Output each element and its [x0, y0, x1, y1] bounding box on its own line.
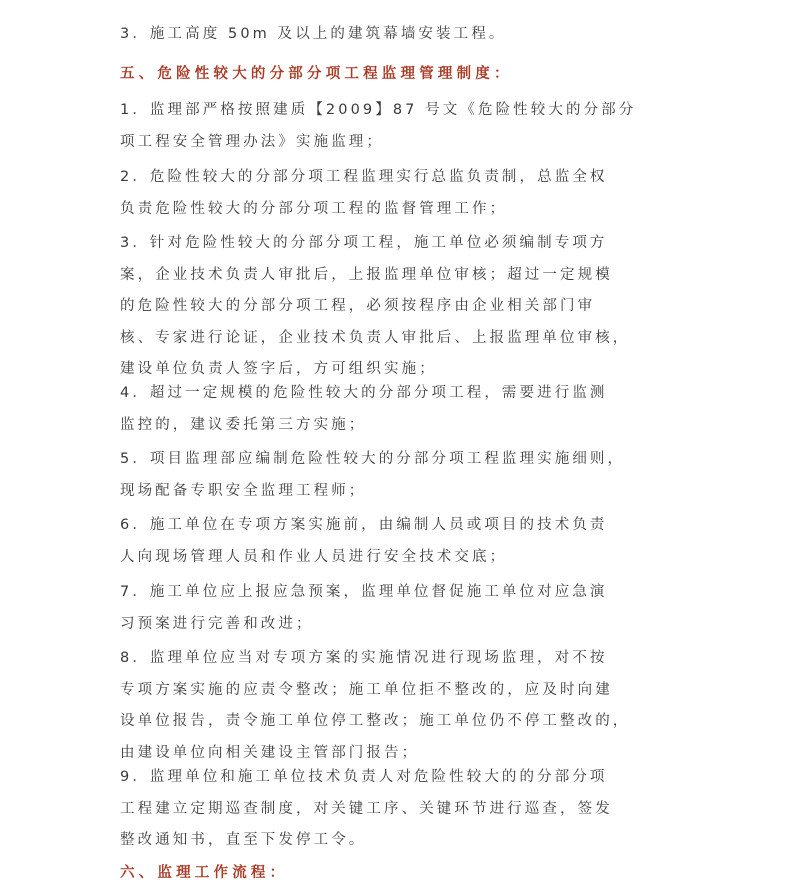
section-5-item-8	[120, 643, 680, 769]
section-5-heading: 五、危险性较大的分部分项工程监理管理制度：	[120, 66, 513, 82]
paragraph-line: 4．超过一定规模的危险性较大的分部分项工程，需要进行监测	[120, 385, 608, 401]
paragraph-line: 整改通知书，直至下发停工令。	[120, 832, 367, 848]
paragraph-line: 负责危险性较大的分部分项工程的监督管理工作；	[120, 200, 508, 217]
section-5-item-7	[120, 577, 680, 640]
paragraph-line: 习预案进行完善和改进；	[120, 615, 314, 632]
section-6-heading: 六、监理工作流程：	[120, 865, 289, 881]
paragraph-line: 监控的，建议委托第三方实施；	[120, 416, 367, 433]
paragraph-line: 1．监理部严格按照建质【2009】87 号文《危险性较大的分部分	[120, 102, 637, 118]
paragraph-line: 核、专家进行论证，企业技术负责人审批后、上报监理单位审核，	[120, 329, 631, 346]
paragraph-line: 设单位报告，责令施工单位停工整改；施工单位仍不停工整改的，	[120, 713, 631, 729]
paragraph-line: 人向现场管理人员和作业人员进行安全技术交底；	[120, 548, 508, 565]
paragraph-line: 由建设单位向相关建设主管部门报告；	[120, 744, 420, 761]
paragraph-line: 项工程安全管理办法》实施监理；	[120, 133, 384, 150]
section-5-item-9	[120, 762, 680, 857]
paragraph-line: 8．监理单位应当对专项方案的实施情况进行现场监理，对不按	[120, 650, 608, 666]
paragraph-line: 案，企业技术负责人审批后，上报监理单位审核；超过一定规模	[120, 266, 613, 283]
paragraph-line: 的危险性较大的分部分项工程，必须按程序由企业相关部门审	[120, 298, 596, 314]
section-5-item-6	[120, 510, 680, 573]
paragraph-line: 2．危险性较大的分部分项工程监理实行总监负责制，总监全权	[120, 169, 608, 185]
paragraph-line: 3．针对危险性较大的分部分项工程，施工单位必须编制专项方	[120, 235, 608, 251]
paragraph-line: 6．施工单位在专项方案实施前，由编制人员或项目的技术负责	[120, 517, 608, 533]
paragraph-line: 7．施工单位应上报应急预案，监理单位督促施工单位对应急演	[120, 584, 608, 600]
paragraph-line: 现场配备专职安全监理工程师；	[120, 482, 367, 499]
section-5-item-2	[120, 162, 680, 225]
intro-item-3	[120, 19, 680, 51]
section-5-item-1	[120, 95, 680, 158]
paragraph-line: 5．项目监理部应编制危险性较大的分部分项工程监理实施细则，	[120, 451, 626, 467]
section-5-item-3	[120, 228, 680, 386]
paragraph-line: 9．监理单位和施工单位技术负责人对危险性较大的的分部分项	[120, 769, 608, 785]
section-5-item-4	[120, 378, 680, 441]
paragraph-line: 工程建立定期巡查制度，对关键工序、关键环节进行巡查，签发	[120, 800, 613, 817]
section-5-item-5	[120, 444, 680, 507]
paragraph-line: 3．施工高度 50m 及以上的建筑幕墙安装工程。	[120, 26, 507, 42]
paragraph-line: 专项方案实施的应责令整改；施工单位拒不整改的，应及时向建	[120, 681, 613, 698]
paragraph-line: 建设单位负责人签字后，方可组织实施；	[120, 361, 437, 377]
